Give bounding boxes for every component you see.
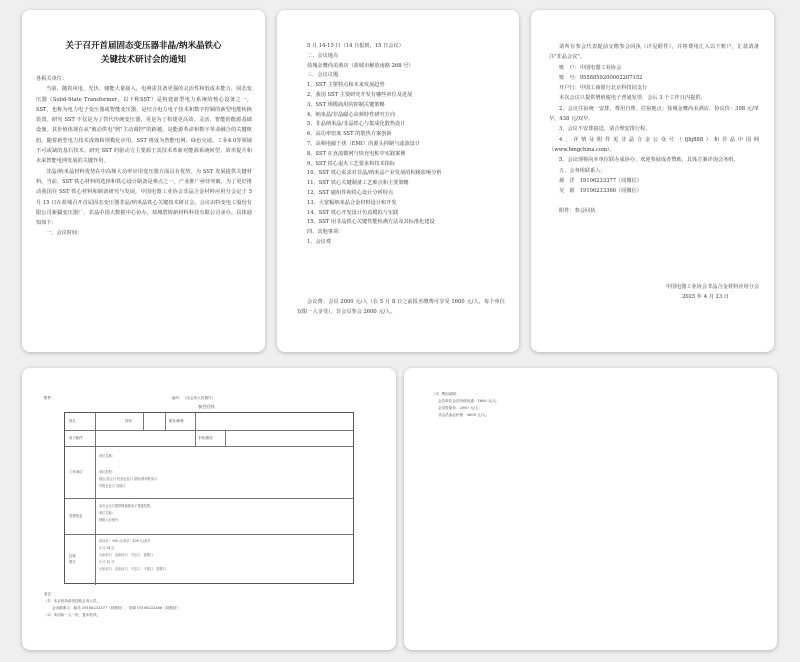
topic-item: 3、SST 规模商用的抑制关键策略 — [307, 101, 385, 108]
section-4-heading: 四、其他事项： — [307, 229, 344, 236]
form-row-stay — [65, 535, 353, 585]
stay-day-2: 5 月 15 日 — [99, 560, 115, 564]
document-page-1 — [22, 10, 265, 352]
attachment-note: 附件：参会回执 — [559, 208, 596, 215]
section-5-heading: 五、会务组联系人： — [559, 167, 606, 174]
stay-label: 住宿 预订 — [69, 554, 76, 564]
form-row-name — [65, 413, 353, 431]
fee-note-3: 非会员参会价格：2600 元/人。 — [438, 413, 490, 417]
contact-2: 吴 娟 19106233366（同微信） — [559, 188, 642, 195]
document-page-5 — [404, 368, 777, 650]
stay-options-1: 大床房口 双床房口 不住口 需要口 — [99, 553, 154, 557]
accommodation-note: 2、会议住宿统一安排，费用自理。住宿地点：盐城金鹰尚美酒店。协议价：398 元/单早，438 元/双早。 — [549, 105, 759, 123]
venue: 盐城金鹰尚美酒店（盐城市解放南路 268 号） — [307, 62, 414, 69]
note-3: （2）本回执一人一份，复印有效。 — [44, 613, 101, 617]
invoice-title-label: 单位名称： — [99, 511, 115, 515]
stay-price: 协议价：398 元/单早，438 元/双早 — [99, 539, 151, 543]
topic-item: 12、SST 磁组件和铁心设计分析特点 — [307, 189, 394, 196]
invoice-tax-label: 纳税人识别号： — [99, 518, 122, 522]
topic-item: 15、SST 用非晶铁心关键性能检测方法及其标准化建设 — [307, 219, 435, 226]
contact-1: 郝 洋 19106233377（同微信） — [559, 177, 642, 184]
unit-name-label: 单位名称： — [99, 454, 115, 458]
topic-item: 13、大宽幅纳米晶合金材料设计和开发 — [307, 199, 397, 206]
paragraph-2: 非晶/纳米晶材料优势在中高频大功率应用变压器方面具有优势。为 SST 发展提供关键材料。当前，SST 铁心材料的选择和铁心设计制备是难点之一，产业推广亟待突破。为了更好推动我国在 SST 铁心材料和制备研究与发展，中国电器工业协会非晶合金材料应用分会定于 5 月 15 日在盐城召开首届固态变压器非晶/纳米晶铁心关键技术研讨会，会议由特变电工股份有限公司新疆变压器厂、非晶中国大数据中心协办，盐城碧铸新材料科技有限公司承办。具体通知如下： — [36, 168, 252, 227]
bank-name: 开户行：中国工商银行北京科技园支行 — [559, 85, 648, 92]
stay-options-2: 大床房口 双床房口 不住口 不需口 需要口 — [99, 567, 166, 571]
mobile-label: 手机/微信 — [198, 436, 213, 440]
unit-type-options: 国企/央企口 民营企业口 高校/科研院所口 — [99, 477, 158, 481]
section-3-heading: 三、会议议题 — [307, 72, 339, 79]
invoice-note: 本次会议只提供增值税电子普通发票。 — [99, 504, 154, 508]
title-label: 职务/职称 — [169, 419, 184, 423]
fee-note-2: 会员按原价：2000 元/人； — [438, 406, 482, 410]
form-row-invoice — [65, 499, 353, 535]
attachment-label: 附件： — [44, 396, 55, 400]
topic-item: 8、SST 在直流微网与快充电桩中实践案例 — [307, 150, 406, 157]
notice-title-line2: 关键技术研讨会的通知 — [100, 55, 186, 65]
registration-form-table — [64, 412, 354, 584]
topic-item: 6、高功率密度 SST 的散热方案创新 — [307, 131, 392, 138]
unit-type-label: 单位类型： — [99, 470, 115, 474]
notice-title-line1: 关于召开首届固态变压器非晶/纳米晶铁心 — [65, 41, 222, 51]
fee-text — [297, 297, 505, 318]
page3-body — [549, 42, 759, 217]
signature-block — [549, 282, 759, 303]
fee-note-heading: （3）费用说明： — [432, 392, 460, 396]
payment-intro: 请所有参会代表提前交缴参会回执（详见附件），并将费用汇入以下账户，汇款请备注"非晶会议"。 — [549, 44, 759, 61]
invoice-label: 发票信息 — [69, 514, 83, 518]
sign-organization: 中国电器工业协会非晶合金材料应用分会 — [665, 284, 759, 290]
account-number: 账 号：9558850200002207152 — [559, 74, 643, 81]
document-page-4-form — [22, 368, 396, 650]
account-name: 账 户：中国电器工业协会 — [559, 64, 622, 71]
topic-item: 14、SST 铁心开发设计仿真模拟与实践 — [307, 209, 399, 216]
fee-heading: 1、会议费 — [307, 238, 332, 245]
stay-day-1: 5 月 14 日 — [99, 546, 115, 550]
meeting-date: 5 月 14-15 日（14 日报到，15 日会议） — [307, 43, 404, 49]
details-note: 4、详情及附件见非晶合金公众号（fjhj888）和非晶中国网（www.bmgchina.com）。 — [549, 136, 759, 153]
page1-body — [36, 74, 252, 239]
topic-item: 1、SST 主要特点和未来发展趋势 — [307, 82, 385, 89]
form-row-unit — [65, 447, 353, 499]
topic-item: 2、我国 SST 主要研究开发有哪些单位及进展 — [307, 91, 413, 98]
form-title: 参会回执 — [198, 404, 215, 409]
sign-date: 2025 年 4 月 23 日 — [682, 294, 729, 301]
gender-label: 性别 — [125, 419, 132, 423]
paragraph-1: 当前，随着风电、光伏、储能大量接入，电网需具备更强的灵活性和低成本能力，固态变压器（Solid-State Transformer，以下称SST）是构建新型电力系统的核心设备之一。SST，也称为电力电子变压器或智能变压器，是结合电力电子技术和数字控制的新型电能转换装置。研究 SST 不仅是为了替代传统变压器，更是为了构建更高效、灵活、智能的能源基础设施。其价值体现在从"被动供电"到"主动调控"的跨越，是能源革命和数字革命融合的关键枢纽。随着新型电力技术成熟和规模化应用，SST 将成为智能电网、绿色交通、工业4.0等领域不可或缺的基石技术。研究 SST 的驱动力主要源于其技术革新对能源系统转型、效率提升和未来智能电网发展的关键作用。 — [36, 86, 252, 165]
fee-note-1: 会员单位会员价格优惠：1600 元/人； — [438, 399, 500, 403]
topic-item: 11、SST 铁心关键制备工艺难点和主要策略 — [307, 180, 409, 187]
section-1-heading: 一、会议时间： — [46, 230, 83, 237]
topic-item: 10、SST 铁心需求对非晶/纳米晶产业发展的积极影响分析 — [307, 170, 442, 177]
transport-note: 3、会议不安排接送，请合理安排行程。 — [559, 126, 651, 133]
form-row-contact — [65, 431, 353, 447]
note-label: 备注： — [44, 592, 55, 596]
document-page-3 — [531, 10, 774, 352]
name-label: 姓名 — [69, 419, 76, 423]
document-page-2 — [277, 10, 519, 352]
topic-item: 4、纳米晶/非晶磁心高频特性研究方向 — [307, 111, 396, 118]
unit-type-options-2: 外资企业口 其他口 — [99, 484, 126, 488]
topic-item: 5、非晶纳米晶/非晶铁心与集成化散热设计 — [307, 121, 406, 128]
salutation: 各相关单位： — [36, 76, 68, 82]
page2-body — [297, 42, 507, 248]
note-2: 会务联系人：郝洋 19106233377（同微信）；吴娟 19106233366（同微信） — [52, 606, 181, 610]
invoice-note: 本次会议只提供增值税电子普通发票，会后 3 个工作日内提供。 — [559, 95, 706, 102]
email-label: 电子邮件 — [69, 436, 83, 440]
note-1: （1）本会回执请发送给会务人员。 — [44, 599, 101, 603]
section-2-heading: 二、会议地点 — [307, 52, 339, 59]
unit-label: 工作单位 — [69, 470, 83, 474]
topic-item: 9、SST 铁心退火工艺要求和技术指标 — [307, 160, 396, 167]
fee-paragraph: 会议费：会员 2000 元/人（在 5 月 8 日之前报名缴费可享受 1600 元/人，每个单位仅限一人享受），非会员参会 2600 元/人。 — [297, 299, 505, 316]
sponsor-note: 5、会议现将向本单位联办成协办；欢迎参展成者赞助，具体方案详询会务组。 — [559, 157, 739, 164]
topic-item: 7、高频电磁干扰（EMI）的源头抑制与滤波设计 — [307, 140, 421, 147]
form-number-label: 编号：（由会务人员填写） — [172, 396, 216, 400]
spacer — [549, 196, 759, 206]
